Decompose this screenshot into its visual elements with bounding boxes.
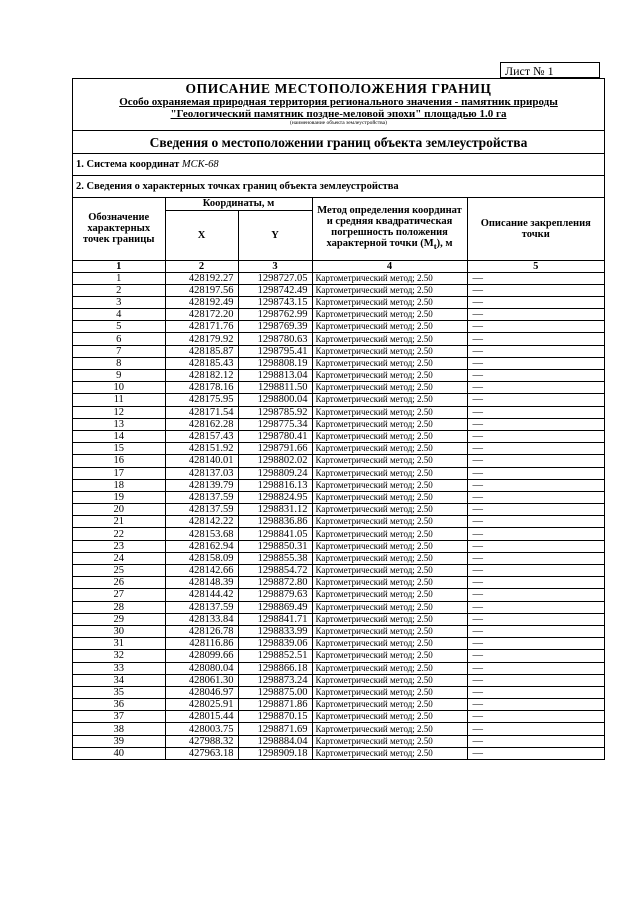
coordinate-system-row (73, 154, 604, 176)
description: — (467, 321, 604, 333)
coord-x: 427963.18 (165, 747, 238, 759)
table-row (73, 589, 604, 601)
description: — (467, 650, 604, 662)
document-frame (72, 78, 605, 760)
coord-x: 428172.20 (165, 309, 238, 321)
coord-x: 428162.28 (165, 418, 238, 430)
column-number: 4 (312, 260, 467, 272)
point-number: 11 (73, 394, 165, 406)
coord-x: 428185.43 (165, 357, 238, 369)
description: — (467, 613, 604, 625)
table-row (73, 370, 604, 382)
coord-x: 428133.84 (165, 613, 238, 625)
method: Картометрический метод; 2.50 (312, 552, 467, 564)
coord-y: 1298839.06 (238, 638, 312, 650)
point-number: 40 (73, 747, 165, 759)
method: Картометрический метод; 2.50 (312, 735, 467, 747)
description: — (467, 418, 604, 430)
table-row (73, 747, 604, 759)
method: Картометрический метод; 2.50 (312, 577, 467, 589)
description: — (467, 406, 604, 418)
coord-y: 1298841.71 (238, 613, 312, 625)
table-row (73, 418, 604, 430)
title-block (73, 79, 604, 131)
point-number: 1 (73, 272, 165, 284)
point-number: 17 (73, 467, 165, 479)
point-number: 22 (73, 528, 165, 540)
coord-y: 1298841.05 (238, 528, 312, 540)
method: Картометрический метод; 2.50 (312, 467, 467, 479)
coord-x: 428185.87 (165, 345, 238, 357)
point-number: 25 (73, 565, 165, 577)
coord-y: 1298884.04 (238, 735, 312, 747)
point-number: 6 (73, 333, 165, 345)
point-number: 38 (73, 723, 165, 735)
point-number: 39 (73, 735, 165, 747)
table-row (73, 309, 604, 321)
method: Картометрический метод; 2.50 (312, 455, 467, 467)
method: Картометрический метод; 2.50 (312, 686, 467, 698)
coord-y: 1298791.66 (238, 443, 312, 455)
coord-y: 1298816.13 (238, 479, 312, 491)
coord-x: 428142.66 (165, 565, 238, 577)
point-number: 5 (73, 321, 165, 333)
table-row (73, 467, 604, 479)
point-number: 34 (73, 674, 165, 686)
coord-y: 1298775.34 (238, 418, 312, 430)
description: — (467, 540, 604, 552)
method: Картометрический метод; 2.50 (312, 321, 467, 333)
description: — (467, 504, 604, 516)
coord-y: 1298869.49 (238, 601, 312, 613)
table-row (73, 552, 604, 564)
coord-y: 1298762.99 (238, 309, 312, 321)
description: — (467, 723, 604, 735)
description: — (467, 491, 604, 503)
header-method-end: ), м (436, 238, 453, 250)
description: — (467, 577, 604, 589)
method: Картометрический метод; 2.50 (312, 479, 467, 491)
method: Картометрический метод; 2.50 (312, 723, 467, 735)
description: — (467, 479, 604, 491)
coord-y: 1298833.99 (238, 625, 312, 637)
header-method-text: Метод определения координат и средняя квадратическая погрешность положения характерной точки (M (317, 205, 462, 250)
point-number: 3 (73, 296, 165, 308)
description: — (467, 333, 604, 345)
coord-x: 428144.42 (165, 589, 238, 601)
table-row (73, 479, 604, 491)
description: — (467, 565, 604, 577)
method: Картометрический метод; 2.50 (312, 406, 467, 418)
table-row (73, 625, 604, 637)
method: Картометрический метод; 2.50 (312, 699, 467, 711)
table-row (73, 613, 604, 625)
table-row (73, 662, 604, 674)
table-row (73, 296, 604, 308)
coord-y: 1298769.39 (238, 321, 312, 333)
coord-x: 428142.22 (165, 516, 238, 528)
coord-y: 1298879.63 (238, 589, 312, 601)
coord-x: 428192.49 (165, 296, 238, 308)
coordinate-system-label: 1. Система координат (76, 159, 180, 170)
point-number: 21 (73, 516, 165, 528)
coord-y: 1298873.24 (238, 674, 312, 686)
coord-y: 1298852.51 (238, 650, 312, 662)
coord-x: 428192.27 (165, 272, 238, 284)
description: — (467, 662, 604, 674)
method: Картометрический метод; 2.50 (312, 284, 467, 296)
coord-x: 428099.66 (165, 650, 238, 662)
point-number: 15 (73, 443, 165, 455)
document-title: ОПИСАНИЕ МЕСТОПОЛОЖЕНИЯ ГРАНИЦ (185, 81, 492, 96)
method: Картометрический метод; 2.50 (312, 333, 467, 345)
point-number: 7 (73, 345, 165, 357)
coord-x: 428151.92 (165, 443, 238, 455)
header-method-subscript: t (433, 241, 437, 252)
point-number: 24 (73, 552, 165, 564)
table-row (73, 406, 604, 418)
point-number: 31 (73, 638, 165, 650)
method: Картометрический метод; 2.50 (312, 613, 467, 625)
description: — (467, 296, 604, 308)
coord-x: 428179.92 (165, 333, 238, 345)
point-number: 10 (73, 382, 165, 394)
table-row (73, 382, 604, 394)
point-number: 18 (73, 479, 165, 491)
table-row (73, 504, 604, 516)
coord-y: 1298811.50 (238, 382, 312, 394)
coord-y: 1298850.31 (238, 540, 312, 552)
coord-x: 428015.44 (165, 711, 238, 723)
coord-x: 427988.32 (165, 735, 238, 747)
column-number-row (73, 260, 604, 272)
coord-y: 1298813.04 (238, 370, 312, 382)
object-type-line: Особо охраняемая природная территория регионального значения - памятник природы (119, 96, 558, 108)
point-number: 16 (73, 455, 165, 467)
coord-y: 1298780.41 (238, 430, 312, 442)
point-number: 4 (73, 309, 165, 321)
method: Картометрический метод; 2.50 (312, 504, 467, 516)
coord-x: 428140.01 (165, 455, 238, 467)
method: Картометрический метод; 2.50 (312, 601, 467, 613)
point-number: 9 (73, 370, 165, 382)
header-y: Y (238, 210, 312, 260)
coord-x: 428137.59 (165, 491, 238, 503)
method: Картометрический метод; 2.50 (312, 491, 467, 503)
table-row (73, 711, 604, 723)
method: Картометрический метод; 2.50 (312, 370, 467, 382)
coord-y: 1298780.63 (238, 333, 312, 345)
object-name-line: "Геологический памятник поздне-меловой эпохи" площадью 1.0 га (170, 108, 507, 120)
coord-y: 1298871.69 (238, 723, 312, 735)
method: Картометрический метод; 2.50 (312, 589, 467, 601)
table-row (73, 321, 604, 333)
method: Картометрический метод; 2.50 (312, 382, 467, 394)
coord-y: 1298800.04 (238, 394, 312, 406)
coordinate-system-value: МСК-68 (181, 159, 219, 170)
method: Картометрический метод; 2.50 (312, 430, 467, 442)
method: Картометрический метод; 2.50 (312, 662, 467, 674)
method: Картометрический метод; 2.50 (312, 357, 467, 369)
point-number: 20 (73, 504, 165, 516)
coord-x: 428061.30 (165, 674, 238, 686)
coord-y: 1298742.49 (238, 284, 312, 296)
coord-x: 428025.91 (165, 699, 238, 711)
point-number: 29 (73, 613, 165, 625)
description: — (467, 467, 604, 479)
point-number: 36 (73, 699, 165, 711)
description: — (467, 601, 604, 613)
table-row (73, 699, 604, 711)
point-number: 27 (73, 589, 165, 601)
header-designation: Обозначение характерных точек границы (73, 198, 165, 260)
description: — (467, 747, 604, 759)
table-row (73, 357, 604, 369)
description: — (467, 638, 604, 650)
table-row (73, 735, 604, 747)
coord-x: 428153.68 (165, 528, 238, 540)
coord-y: 1298831.12 (238, 504, 312, 516)
coord-x: 428197.56 (165, 284, 238, 296)
table-row (73, 516, 604, 528)
points-section-title: 2. Сведения о характерных точках границ объекта землеустройства (73, 176, 604, 198)
point-number: 12 (73, 406, 165, 418)
description: — (467, 357, 604, 369)
table-row (73, 394, 604, 406)
method: Картометрический метод; 2.50 (312, 443, 467, 455)
method: Картометрический метод; 2.50 (312, 540, 467, 552)
table-row (73, 650, 604, 662)
method: Картометрический метод; 2.50 (312, 309, 467, 321)
coord-x: 428126.78 (165, 625, 238, 637)
description: — (467, 552, 604, 564)
method: Картометрический метод; 2.50 (312, 418, 467, 430)
description: — (467, 394, 604, 406)
table-row (73, 272, 604, 284)
coord-y: 1298866.18 (238, 662, 312, 674)
coord-x: 428046.97 (165, 686, 238, 698)
table-row (73, 284, 604, 296)
description: — (467, 284, 604, 296)
table-row (73, 638, 604, 650)
column-number: 5 (467, 260, 604, 272)
description: — (467, 528, 604, 540)
description: — (467, 699, 604, 711)
header-method (312, 198, 467, 260)
header-x: X (165, 210, 238, 260)
description: — (467, 674, 604, 686)
point-number: 19 (73, 491, 165, 503)
coord-y: 1298824.95 (238, 491, 312, 503)
column-number: 2 (165, 260, 238, 272)
coord-x: 428003.75 (165, 723, 238, 735)
section-title: Сведения о местоположении границ объекта землеустройства (73, 131, 604, 154)
table-row (73, 430, 604, 442)
table-row (73, 674, 604, 686)
method: Картометрический метод; 2.50 (312, 711, 467, 723)
column-number: 1 (73, 260, 165, 272)
point-number: 23 (73, 540, 165, 552)
table-row (73, 565, 604, 577)
description: — (467, 309, 604, 321)
object-name-note: (наименование объекта землеустройства) (290, 120, 387, 126)
coord-x: 428080.04 (165, 662, 238, 674)
description: — (467, 625, 604, 637)
description: — (467, 430, 604, 442)
description: — (467, 516, 604, 528)
coord-y: 1298802.02 (238, 455, 312, 467)
coord-x: 428139.79 (165, 479, 238, 491)
coord-x: 428178.16 (165, 382, 238, 394)
point-number: 33 (73, 662, 165, 674)
header-coordinates: Координаты, м (165, 198, 312, 210)
coord-x: 428116.86 (165, 638, 238, 650)
point-number: 26 (73, 577, 165, 589)
coord-y: 1298875.00 (238, 686, 312, 698)
coord-x: 428175.95 (165, 394, 238, 406)
table-row (73, 686, 604, 698)
method: Картометрический метод; 2.50 (312, 516, 467, 528)
method: Картометрический метод; 2.50 (312, 394, 467, 406)
coord-y: 1298909.18 (238, 747, 312, 759)
table-row (73, 723, 604, 735)
method: Картометрический метод; 2.50 (312, 674, 467, 686)
method: Картометрический метод; 2.50 (312, 272, 467, 284)
coord-x: 428182.12 (165, 370, 238, 382)
table-row (73, 528, 604, 540)
description: — (467, 345, 604, 357)
point-number: 2 (73, 284, 165, 296)
coord-y: 1298870.15 (238, 711, 312, 723)
coord-x: 428162.94 (165, 540, 238, 552)
point-number: 8 (73, 357, 165, 369)
coord-y: 1298727.05 (238, 272, 312, 284)
coord-x: 428137.59 (165, 601, 238, 613)
coord-x: 428148.39 (165, 577, 238, 589)
description: — (467, 443, 604, 455)
description: — (467, 272, 604, 284)
coord-x: 428171.76 (165, 321, 238, 333)
point-number: 28 (73, 601, 165, 613)
point-number: 37 (73, 711, 165, 723)
coord-y: 1298809.24 (238, 467, 312, 479)
description: — (467, 455, 604, 467)
column-number: 3 (238, 260, 312, 272)
coord-x: 428137.03 (165, 467, 238, 479)
method: Картометрический метод; 2.50 (312, 565, 467, 577)
description: — (467, 382, 604, 394)
method: Картометрический метод; 2.50 (312, 345, 467, 357)
method: Картометрический метод; 2.50 (312, 296, 467, 308)
method: Картометрический метод; 2.50 (312, 638, 467, 650)
coord-x: 428137.59 (165, 504, 238, 516)
description: — (467, 589, 604, 601)
coord-x: 428158.09 (165, 552, 238, 564)
table-row (73, 601, 604, 613)
coord-y: 1298836.86 (238, 516, 312, 528)
description: — (467, 735, 604, 747)
point-number: 30 (73, 625, 165, 637)
table-row (73, 345, 604, 357)
method: Картометрический метод; 2.50 (312, 528, 467, 540)
point-number: 14 (73, 430, 165, 442)
sheet-number: Лист № 1 (500, 62, 600, 78)
coord-y: 1298808.19 (238, 357, 312, 369)
description: — (467, 370, 604, 382)
description: — (467, 686, 604, 698)
method: Картометрический метод; 2.50 (312, 747, 467, 759)
method: Картометрический метод; 2.50 (312, 625, 467, 637)
coord-x: 428157.43 (165, 430, 238, 442)
coord-x: 428171.54 (165, 406, 238, 418)
coord-y: 1298872.80 (238, 577, 312, 589)
point-number: 13 (73, 418, 165, 430)
description: — (467, 711, 604, 723)
coord-y: 1298854.72 (238, 565, 312, 577)
coord-y: 1298855.38 (238, 552, 312, 564)
point-number: 32 (73, 650, 165, 662)
header-description: Описание закрепления точки (467, 198, 604, 260)
point-number: 35 (73, 686, 165, 698)
table-row (73, 443, 604, 455)
points-table (73, 198, 604, 759)
coord-y: 1298871.86 (238, 699, 312, 711)
table-row (73, 333, 604, 345)
table-row (73, 455, 604, 467)
table-row (73, 540, 604, 552)
method: Картометрический метод; 2.50 (312, 650, 467, 662)
coord-y: 1298795.41 (238, 345, 312, 357)
coord-y: 1298743.15 (238, 296, 312, 308)
table-row (73, 577, 604, 589)
coord-y: 1298785.92 (238, 406, 312, 418)
table-row (73, 491, 604, 503)
